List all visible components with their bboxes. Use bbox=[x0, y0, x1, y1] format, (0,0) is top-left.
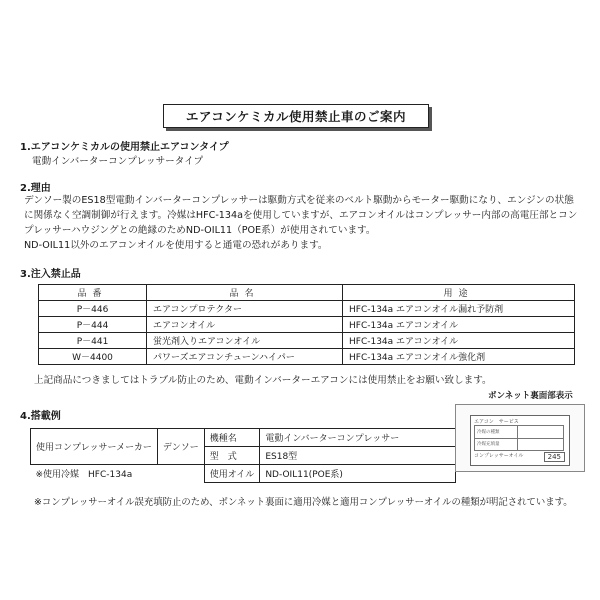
header-use: 用途 bbox=[343, 285, 575, 301]
maker-value: デンソー bbox=[157, 429, 204, 465]
sticker-number: 245 bbox=[544, 452, 565, 462]
section-1-heading: 1.エアコンケミカルの使用禁止エアコンタイプ bbox=[20, 142, 229, 153]
footer-note: ※コンプレッサーオイル誤充填防止のため、ボンネット裏面に適用冷媒と適用コンプレッサーオイルの種類が明記されています。 bbox=[34, 497, 573, 508]
section-3-heading: 3.注入禁止品 bbox=[20, 269, 81, 280]
cell-use: HFC-134a エアコンオイル漏れ予防剤 bbox=[343, 301, 575, 317]
section-3-note: 上記商品につきましてはトラブル防止のため、電動インバーターエアコンには使用禁止をお願い致します。 bbox=[34, 375, 492, 386]
oil-label: 使用オイル bbox=[204, 465, 260, 483]
table-row bbox=[39, 301, 575, 317]
table-header-row bbox=[39, 285, 575, 301]
cell-name: 蛍光剤入りエアコンオイル bbox=[147, 333, 343, 349]
section-4-heading: 4.搭載例 bbox=[20, 411, 61, 422]
cell-code: P－441 bbox=[39, 333, 147, 349]
reason-line: デンソー製のES18型電動インバーターコンプレッサーは駆動方式を従来のベルト駆動からモーター駆動になり、エンジンの状態 bbox=[24, 195, 574, 206]
reason-line: ND-OIL11以外のエアコンオイルを使用すると通電の恐れがあります。 bbox=[24, 240, 328, 251]
sticker-grid bbox=[474, 425, 564, 451]
maker-label: 使用コンプレッサーメーカー bbox=[31, 429, 158, 465]
prohibited-products-table bbox=[38, 284, 575, 365]
hood-sticker-image bbox=[455, 404, 585, 472]
cell-code: P－444 bbox=[39, 317, 147, 333]
header-name: 品名 bbox=[147, 285, 343, 301]
cell-name: パワーズエアコンチューンハイパー bbox=[147, 349, 343, 365]
model-name-value: 電動インバーターコンプレッサー bbox=[260, 429, 456, 447]
section-1-text: 電動インバーターコンプレッサータイプ bbox=[32, 156, 204, 167]
cell-name: エアコンプロテクター bbox=[147, 301, 343, 317]
type-value: ES18型 bbox=[260, 447, 456, 465]
sticker-line: エアコン サービス bbox=[474, 419, 519, 425]
section-2-heading: 2.理由 bbox=[20, 183, 51, 194]
table-row bbox=[39, 333, 575, 349]
sticker-line: コンプレッサーオイル bbox=[474, 453, 524, 459]
sticker-line: 冷媒の種類 bbox=[477, 430, 500, 435]
cell-use: HFC-134a エアコンオイル強化剤 bbox=[343, 349, 575, 365]
model-name-label: 機種名 bbox=[204, 429, 260, 447]
reason-line: に関係なく空調制御が行えます。冷媒はHFC-134aを使用していますが、エアコンオイルはコンプレッサー内部の高電圧部とコン bbox=[24, 210, 578, 221]
cell-name: エアコンオイル bbox=[147, 317, 343, 333]
cell-code: P－446 bbox=[39, 301, 147, 317]
example-spec-table bbox=[30, 428, 456, 483]
type-label: 型 式 bbox=[204, 447, 260, 465]
spec-row bbox=[31, 465, 456, 483]
page-title: エアコンケミカル使用禁止車のご案内 bbox=[163, 104, 429, 128]
table-row bbox=[39, 349, 575, 365]
hood-label: ボンネット裏面部表示 bbox=[488, 391, 573, 401]
refrigerant-note: ※使用冷媒 HFC-134a bbox=[35, 470, 133, 481]
cell-code: W－4400 bbox=[39, 349, 147, 365]
cell-use: HFC-134a エアコンオイル bbox=[343, 317, 575, 333]
header-code: 品番 bbox=[39, 285, 147, 301]
cell-use: HFC-134a エアコンオイル bbox=[343, 333, 575, 349]
reason-line: プレッサーハウジングとの絶縁のためND-OIL11（POE系）が使用されています。 bbox=[24, 225, 376, 236]
table-row bbox=[39, 317, 575, 333]
spec-row bbox=[31, 429, 456, 447]
section-2-paragraph bbox=[24, 193, 576, 253]
sticker-line: 冷媒充填量 bbox=[477, 442, 500, 447]
oil-value: ND-OIL11(POE系) bbox=[260, 465, 456, 483]
sticker-label bbox=[470, 415, 570, 466]
